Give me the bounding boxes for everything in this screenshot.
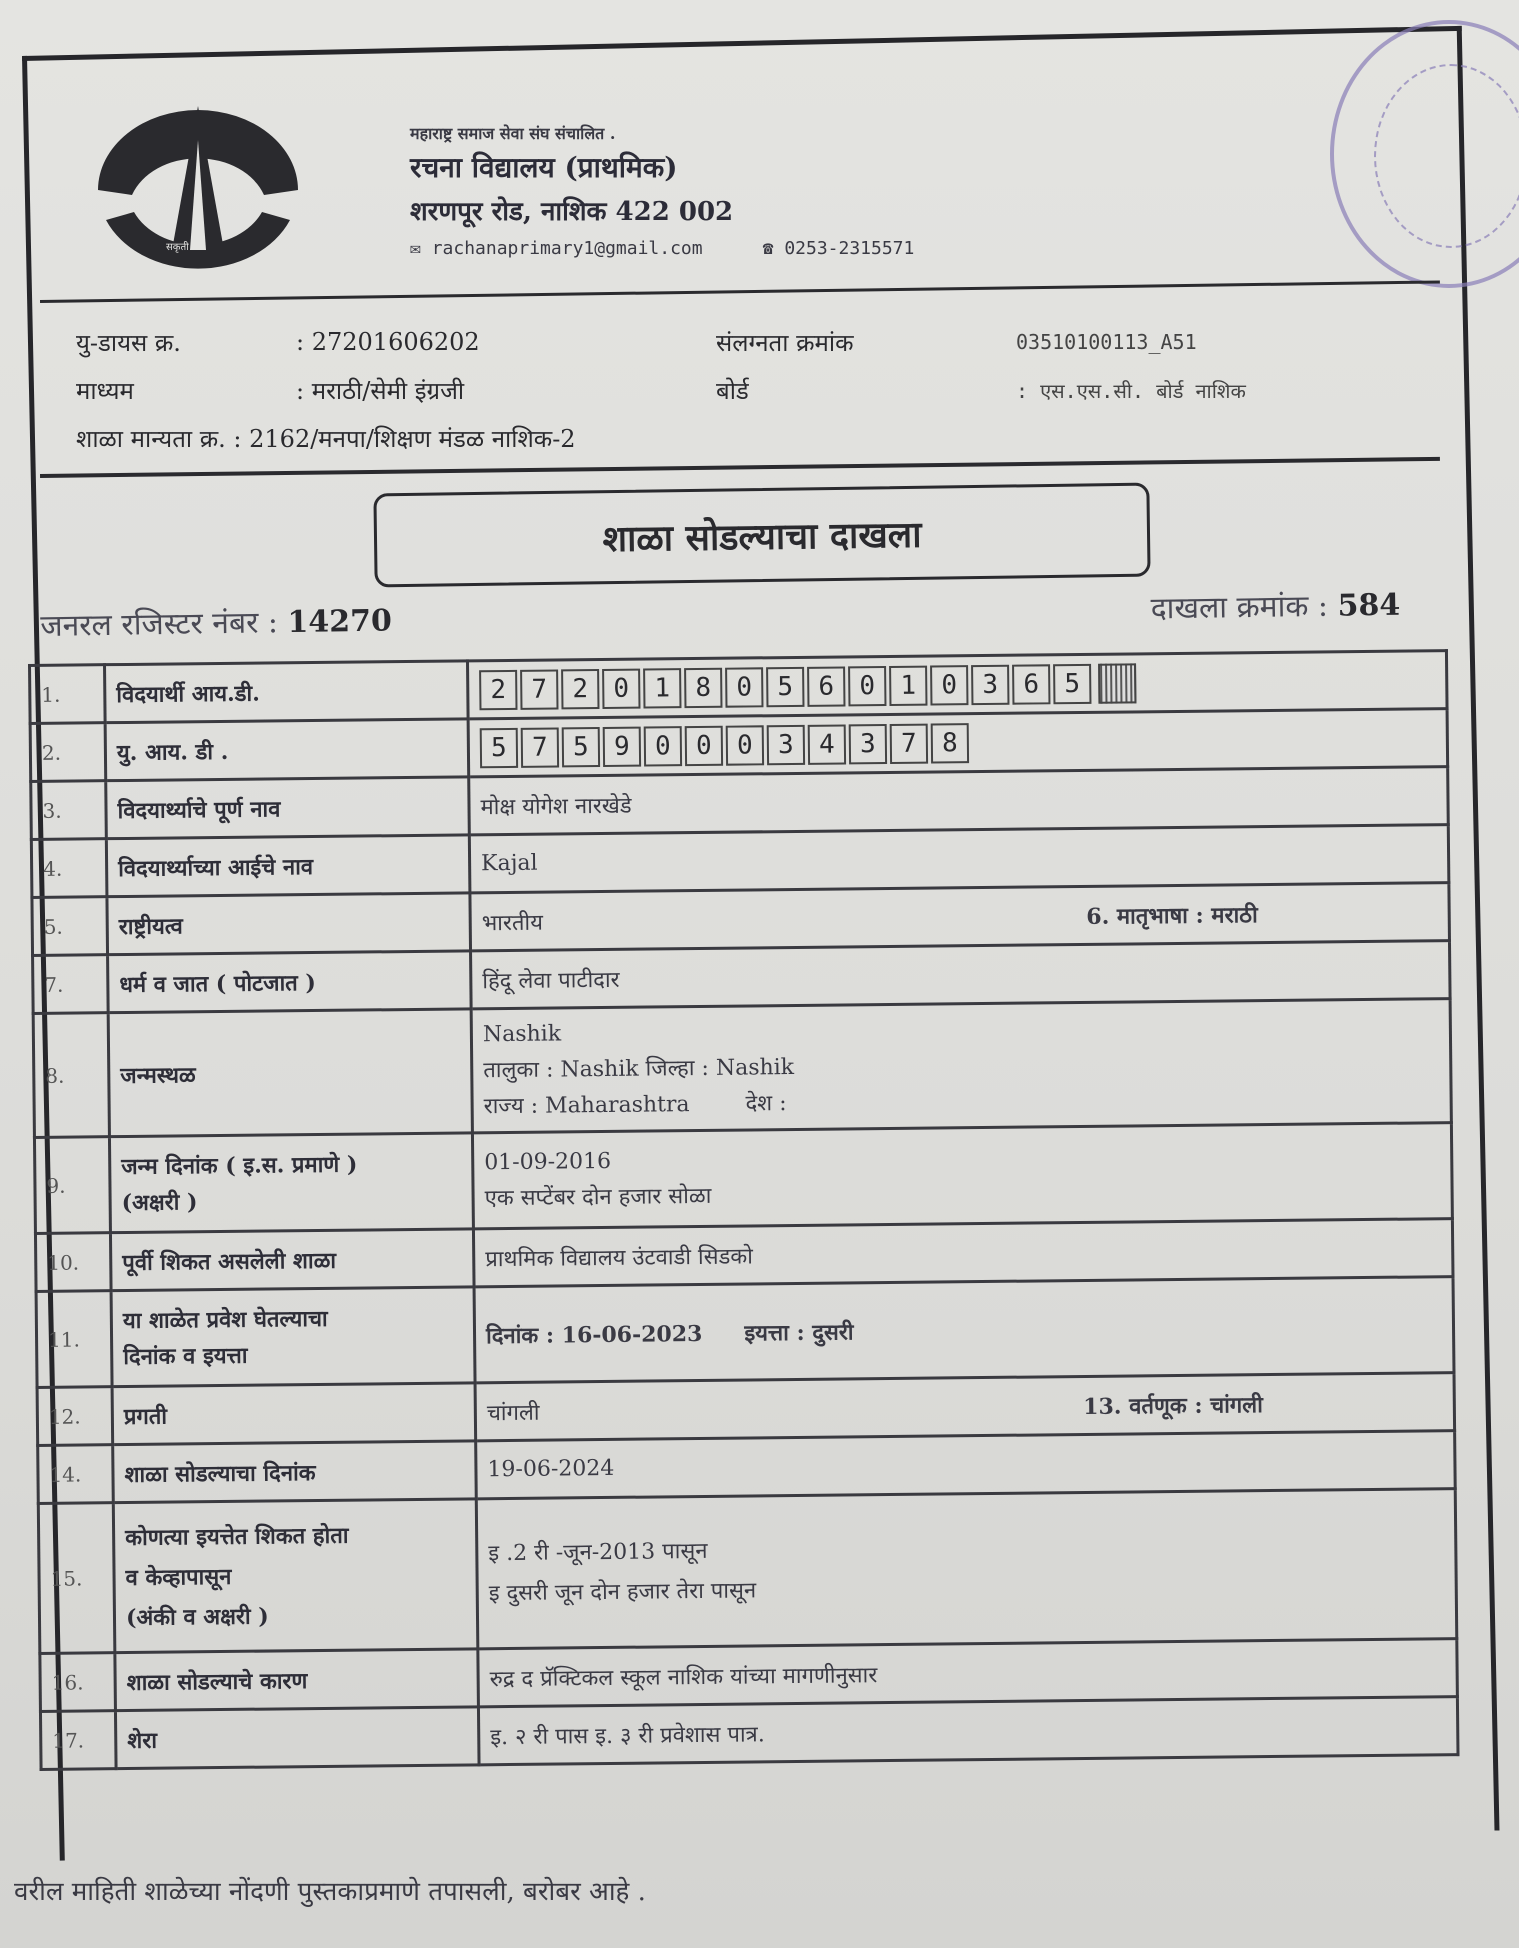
- digit-box: 5: [766, 666, 804, 706]
- row-label: यु. आय. डी .: [105, 719, 469, 781]
- row-number: 7.: [33, 955, 109, 1014]
- row-label: या शाळेत प्रवेश घेतल्याचा: [122, 1305, 328, 1334]
- register-number: 14270: [287, 603, 393, 641]
- table-row: [34, 1123, 1452, 1234]
- digit-box: 3: [971, 664, 1009, 704]
- row-number: 17.: [40, 1711, 116, 1770]
- row-number: 12.: [37, 1387, 113, 1446]
- phone-text: 0253-2315571: [784, 238, 915, 259]
- birth-date: 01-09-2016: [484, 1148, 612, 1175]
- school-header: [410, 122, 1170, 259]
- digit-box: 1: [643, 668, 681, 708]
- row-number: 11.: [36, 1291, 112, 1388]
- row-label: राष्ट्रीयत्व: [107, 893, 471, 955]
- school-logo: [86, 100, 310, 270]
- digit-box: 7: [890, 723, 928, 763]
- phone-icon: ☎: [762, 238, 785, 259]
- recognition-label: शाळा मान्यता क्र. :: [76, 424, 242, 453]
- digit-box: 3: [767, 724, 805, 764]
- udise-value: : 27201606202: [296, 328, 480, 356]
- email-text: rachanaprimary1@gmail.com: [431, 238, 703, 259]
- leaving-reason: रुद्र द प्रॅक्टिकल स्कूल नाशिक यांच्या मागणीनुसार: [478, 1639, 1458, 1707]
- digit-box: 7: [521, 727, 559, 767]
- student-id-digits: [479, 660, 1435, 710]
- certificate-title: शाळा सोडल्याचा दाखला: [373, 483, 1150, 588]
- medium-label: माध्यम: [76, 376, 134, 405]
- digit-box: 5: [480, 727, 518, 767]
- row-label: जन्मस्थळ: [108, 1009, 472, 1137]
- row-label: शाळा सोडल्याचे कारण: [115, 1649, 479, 1711]
- certificate-number: 584: [1337, 587, 1401, 624]
- progress-value: चांगली: [486, 1400, 540, 1426]
- digit-box: 0: [726, 725, 764, 765]
- studying-since: इ .2 री -जून-2013 पासून: [488, 1538, 708, 1566]
- row-label: धर्म व जात ( पोटजात ): [108, 951, 472, 1013]
- row-label: जन्म दिनांक ( इ.स. प्रमाणे ): [121, 1151, 358, 1180]
- digit-box: 0: [685, 725, 723, 765]
- row-label: विदयार्थ्याचे पूर्ण नाव: [106, 777, 470, 839]
- digit-box: 6: [1012, 664, 1050, 704]
- digit-box: 0: [930, 665, 968, 705]
- digit-box: 7: [520, 669, 558, 709]
- row-number: 16.: [40, 1653, 116, 1712]
- birth-date-words: एक सप्टेंबर दोन हजार सोळा: [484, 1183, 712, 1211]
- row-label-sub: (अक्षरी ): [121, 1188, 198, 1216]
- board-value: : एस.एस.सी. बोर्ड नाशिक: [1016, 378, 1246, 403]
- row-number: 3.: [31, 781, 107, 840]
- conduct-value: 13. वर्तणूक : चांगली: [1083, 1391, 1263, 1420]
- digit-box: 5: [562, 727, 600, 767]
- digit-box: 0: [644, 726, 682, 766]
- birthplace-district: तालुका : Nashik जिल्हा : Nashik: [483, 1054, 795, 1083]
- affiliation-label: संलग्नता क्रमांक: [716, 328, 854, 357]
- admission-standard: इयत्ता : दुसरी: [744, 1318, 854, 1347]
- phone-row: [763, 238, 915, 259]
- student-name: मोक्ष योगेश नारखेडे: [469, 767, 1449, 835]
- leaving-date: 19-06-2024: [476, 1431, 1456, 1499]
- row-number: 10.: [35, 1233, 111, 1292]
- row-number: 9.: [34, 1137, 110, 1234]
- nationality-value: भारतीय: [481, 910, 544, 936]
- mother-tongue: 6. मातृभाषा : मराठी: [1086, 901, 1258, 930]
- studying-since-words: इ दुसरी जून दोन हजार तेरा पासून: [488, 1577, 757, 1606]
- digit-box: 9: [603, 726, 641, 766]
- row-label: प्रगती: [112, 1383, 476, 1445]
- register-label: जनरल रजिस्टर नंबर :: [40, 605, 279, 644]
- digit-box: 0: [602, 668, 640, 708]
- digit-box: 8: [684, 667, 722, 707]
- row-label: शाळा सोडल्याचा दिनांक: [113, 1441, 477, 1503]
- previous-school: प्राथमिक विद्यालय उंटवाडी सिडको: [473, 1219, 1453, 1287]
- affiliation-value: 03510100113_A51: [1016, 330, 1197, 354]
- birthplace-state: राज्य : Maharashtra: [483, 1091, 690, 1119]
- birthplace: [471, 999, 1451, 1133]
- mother-name: Kajal: [469, 825, 1449, 893]
- row-number: 5.: [32, 897, 108, 956]
- row-label: पूर्वी शिकत असलेली शाळा: [110, 1229, 474, 1291]
- board-label: बोर्ड: [716, 376, 749, 405]
- row-label: शेरा: [115, 1707, 479, 1769]
- uid-digits: [480, 718, 1436, 768]
- digit-box: 5: [1053, 663, 1091, 703]
- recognition-value: 2162/मनपा/शिक्षण मंडळ नाशिक-2: [249, 424, 576, 453]
- digit-box: 4: [808, 724, 846, 764]
- row-label: विदयार्थ्याच्या आईचे नाव: [106, 835, 470, 897]
- digit-box: 3: [849, 724, 887, 764]
- contact-line: [410, 238, 1170, 259]
- row-label-sub: दिनांक व इयत्ता: [123, 1342, 248, 1370]
- row-number: 14.: [38, 1445, 114, 1504]
- religion-caste: हिंदू लेवा पाटीदार: [471, 941, 1451, 1009]
- table-row: [38, 1489, 1456, 1654]
- digit-box: 0: [725, 667, 763, 707]
- certificate-number-label: दाखला क्रमांक :: [1150, 588, 1329, 627]
- remarks: इ. २ री पास इ. ३ री प्रवेशास पात्र.: [478, 1697, 1458, 1765]
- row-label-sub: (अंकी व अक्षरी ): [125, 1603, 269, 1631]
- trust-name: महाराष्ट्र समाज सेवा संघ संचालित .: [410, 124, 616, 143]
- barcode-mark: [1098, 663, 1136, 703]
- mail-icon: ✉: [410, 238, 432, 259]
- admission-date: दिनांक : 16-06-2023: [485, 1320, 703, 1349]
- birthplace-country: देश :: [745, 1090, 787, 1117]
- digit-box: 0: [848, 666, 886, 706]
- row-label-sub: व केव्हापासून: [125, 1563, 232, 1591]
- row-number: 4.: [31, 839, 107, 898]
- row-label: कोणत्या इयत्तेत शिकत होता: [125, 1522, 349, 1551]
- digit-box: 6: [807, 666, 845, 706]
- row-number: 15.: [38, 1503, 115, 1654]
- verification-note: वरील माहिती शाळेच्या नोंदणी पुस्तकाप्रमाणे तपासली, बरोबर आहे .: [14, 1877, 646, 1907]
- digit-box: 2: [561, 669, 599, 709]
- row-number: 8.: [33, 1013, 109, 1138]
- logo-text: सकृती: [166, 242, 189, 253]
- school-name: रचना विद्यालय (प्राथमिक): [410, 151, 678, 184]
- digit-box: 1: [889, 665, 927, 705]
- email-row: [410, 238, 703, 259]
- table-row: [36, 1277, 1454, 1388]
- birthplace-city: Nashik: [482, 1020, 562, 1047]
- row-number: 1.: [30, 665, 106, 724]
- school-meta: [76, 318, 1376, 462]
- school-address: शरणपूर रोड, नाशिक 422 002: [410, 197, 734, 227]
- row-label: विदयार्थी आय.डी.: [105, 661, 469, 723]
- row-number: 2.: [30, 723, 106, 782]
- certificate-table: [28, 649, 1460, 1771]
- medium-value: : मराठी/सेमी इंग्रजी: [296, 376, 465, 405]
- udise-label: यु-डायस क्र.: [76, 328, 181, 357]
- digit-box: 8: [931, 723, 969, 763]
- table-row: [33, 999, 1451, 1138]
- digit-box: 2: [479, 669, 517, 709]
